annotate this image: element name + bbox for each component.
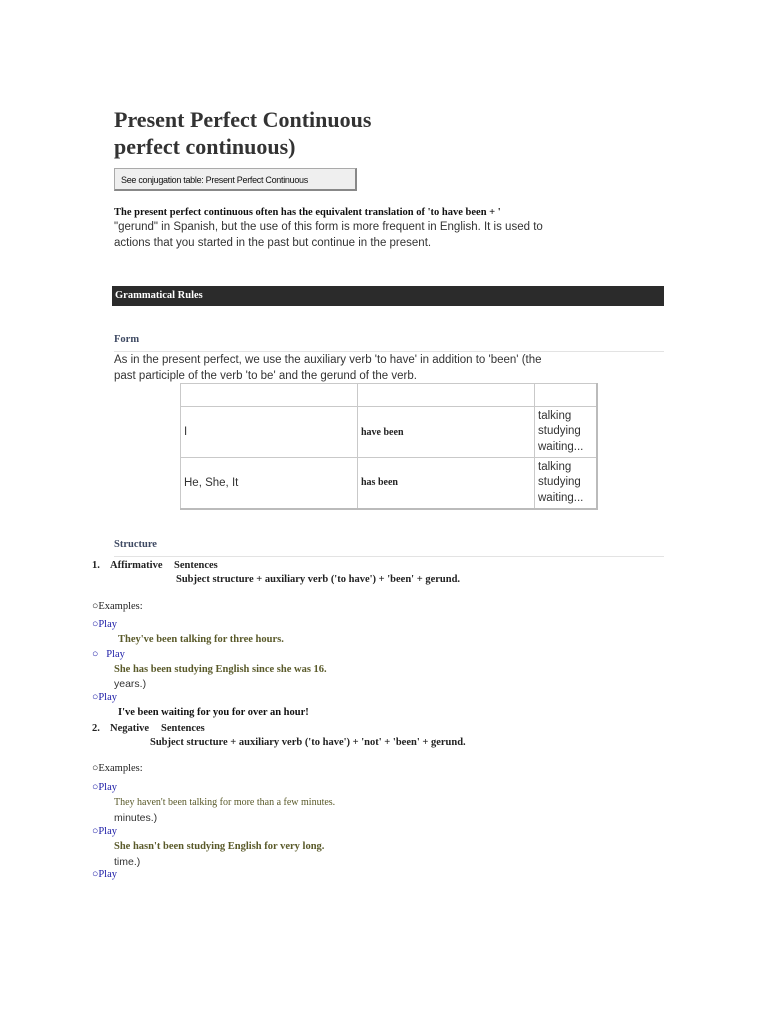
affirmative-label-2: Sentences — [174, 560, 218, 571]
structure-divider — [114, 556, 664, 557]
list-number: 1. — [92, 560, 100, 571]
example-sentence: She has been studying English since she was 16. — [114, 664, 327, 675]
verb-item: waiting... — [538, 491, 584, 504]
examples-label: ○Examples: — [92, 763, 143, 774]
table-row — [181, 407, 598, 458]
form-description — [114, 353, 604, 384]
page-title — [114, 106, 371, 160]
aux-cell: has been — [358, 458, 535, 509]
intro-text — [114, 220, 614, 251]
example-continuation: time.) — [114, 856, 141, 868]
affirmative-rule: Subject structure + auxiliary verb ('to have') + 'been' + gerund. — [176, 574, 461, 585]
conjugation-table — [180, 383, 598, 510]
intro-line-1: "gerund" in Spanish, but the use of this form is more frequent in English. It is used to — [114, 221, 543, 233]
verb-item: waiting... — [538, 440, 584, 453]
play-link[interactable]: ○Play — [92, 619, 118, 630]
subject-cell: He, She, It — [181, 458, 358, 509]
structure-heading: Structure — [114, 539, 157, 550]
title-line-1: Present Perfect Continuous — [114, 107, 372, 132]
play-link[interactable]: ○ Play — [92, 649, 125, 660]
play-link[interactable]: ○Play — [92, 692, 118, 703]
example-sentence: She hasn't been studying English for very long. — [114, 841, 325, 852]
negative-label: Negative — [110, 723, 150, 734]
affirmative-label: Affirmative — [110, 560, 163, 571]
table-cell — [181, 384, 358, 407]
table-cell — [358, 384, 535, 407]
table-row — [181, 458, 598, 509]
aux-cell: have been — [358, 407, 535, 458]
form-divider — [114, 351, 664, 352]
subject-cell: I — [181, 407, 358, 458]
verb-item: studying — [538, 476, 581, 488]
form-heading: Form — [114, 334, 140, 345]
play-link[interactable]: ○Play — [92, 826, 118, 837]
verb-item: talking — [538, 460, 572, 473]
example-continuation: years.) — [114, 678, 147, 690]
verbs-cell — [535, 407, 598, 458]
table-cell — [535, 384, 598, 407]
form-line-2: past participle of the verb 'to be' and the gerund of the verb. — [114, 369, 417, 382]
form-line-1: As in the present perfect, we use the auxiliary verb 'to have' in addition to 'been' (the — [114, 354, 542, 366]
list-number: 2. — [92, 723, 100, 734]
example-sentence: They haven't been talking for more than a few minutes. — [114, 797, 336, 808]
play-link[interactable]: ○Play — [92, 869, 118, 880]
grammatical-rules-header: Grammatical Rules — [112, 286, 664, 306]
negative-rule: Subject structure + auxiliary verb ('to have') + 'not' + 'been' + gerund. — [150, 737, 466, 748]
example-continuation: minutes.) — [114, 812, 158, 824]
table-header-row — [181, 384, 598, 407]
examples-label: ○Examples: — [92, 601, 143, 612]
verb-item: studying — [538, 425, 581, 438]
title-line-2: perfect continuous) — [114, 134, 296, 159]
verbs-cell — [535, 458, 598, 509]
intro-bold-text: The present perfect continuous often has the equivalent translation of 'to have been + ' — [114, 207, 501, 218]
conjugation-table-button[interactable]: See conjugation table: Present Perfect Continuous — [114, 168, 357, 191]
play-link[interactable]: ○Play — [92, 782, 118, 793]
verb-item: talking — [538, 409, 572, 422]
example-sentence: I've been waiting for you for over an hour! — [118, 707, 309, 718]
negative-label-2: Sentences — [161, 723, 205, 734]
intro-line-2: actions that you started in the past but continue in the present. — [114, 236, 432, 249]
example-sentence: They've been talking for three hours. — [118, 634, 284, 645]
